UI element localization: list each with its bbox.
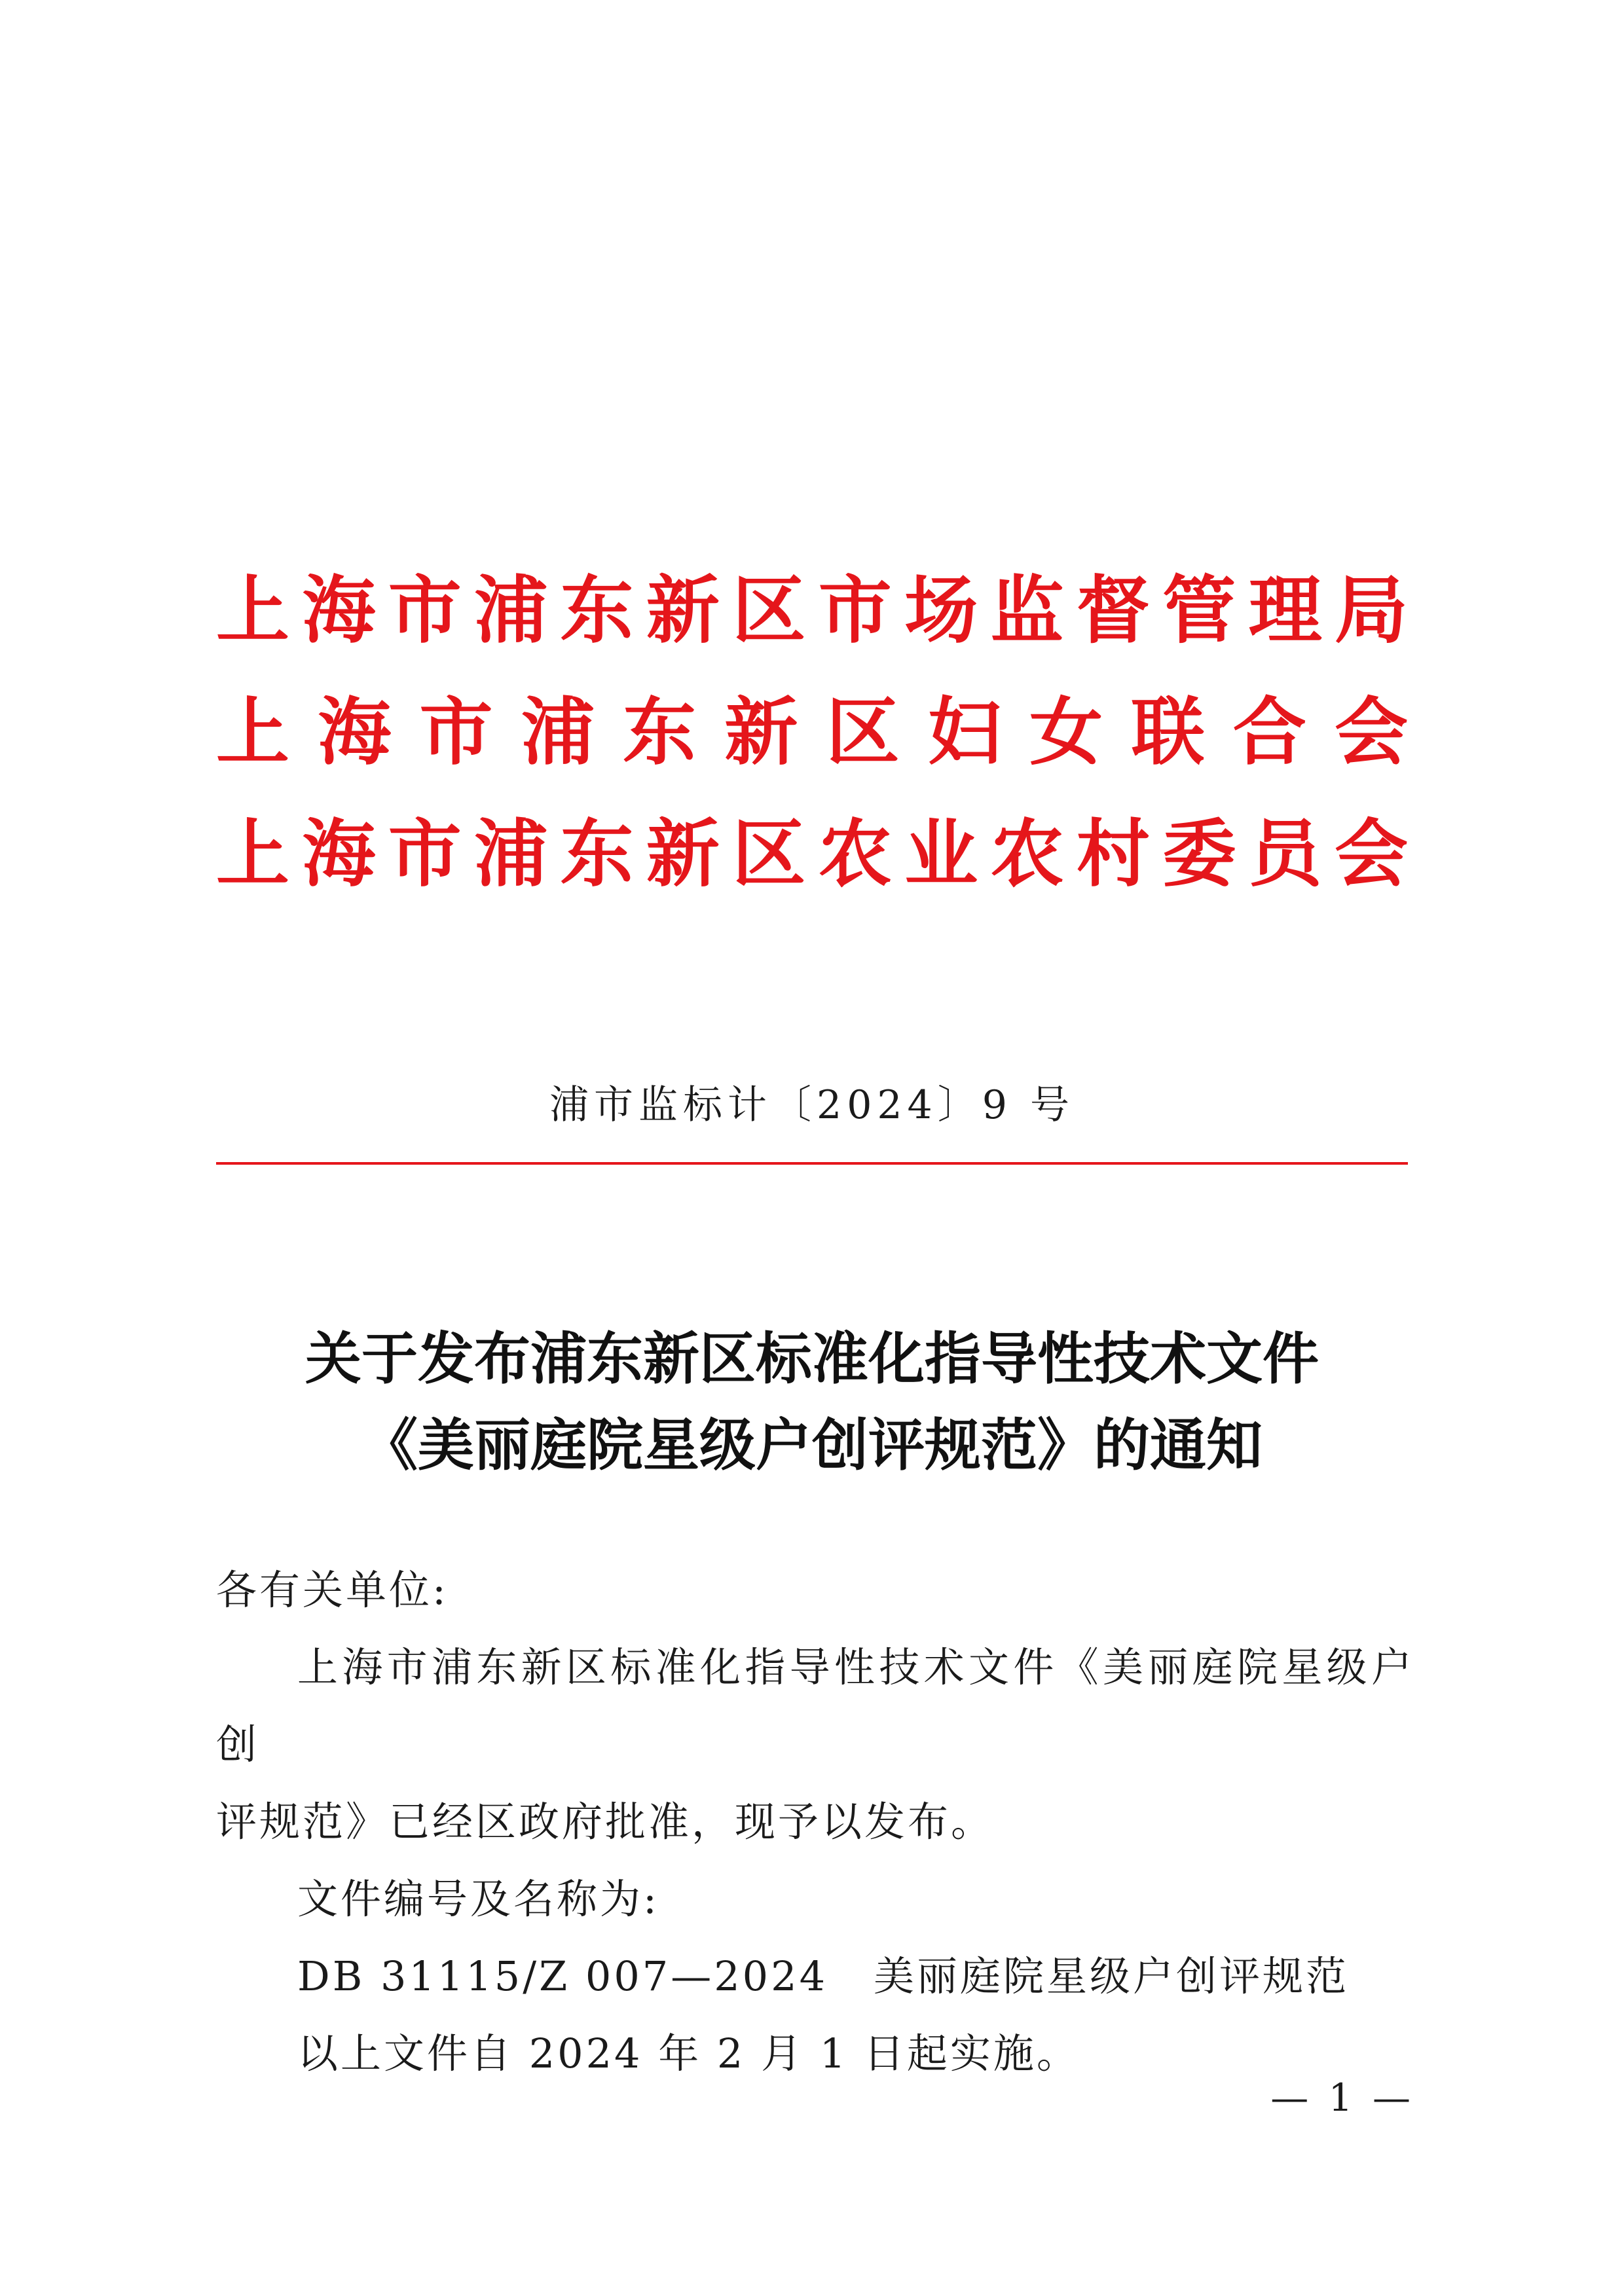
red-divider [216, 1162, 1408, 1165]
document-number: 浦市监标计〔2024〕9 号 [549, 1082, 1075, 1128]
notice-title-line-2: 《美丽庭院星级户创评规范》的通知 [361, 1413, 1263, 1478]
paragraph-file-intro: 文件编号及名称为: [297, 1875, 659, 1923]
issuer-womens-federation: 上海市浦东新区妇女联合会 [216, 690, 1408, 775]
notice-body [216, 1552, 1414, 2092]
paragraph-approval-line-2: 评规范》已经区政府批准，现予以发布。 [216, 1798, 995, 1846]
issuer-header [216, 550, 1408, 915]
issuer-market-supervision: 上海市浦东新区市场监督管理局 [216, 568, 1408, 653]
standard-code: DB 31115/Z 007—2024 [297, 1952, 828, 2000]
page-number: — 1 — [1270, 2075, 1414, 2120]
notice-title [0, 1316, 1624, 1489]
paragraph-effective-date: 以上文件自 2024 年 2 月 1 日起实施。 [297, 2030, 1080, 2077]
notice-title-line-1: 关于发布浦东新区标准化指导性技术文件 [305, 1326, 1319, 1392]
salutation: 各有关单位: [216, 1566, 449, 1614]
paragraph-approval-line-1: 上海市浦东新区标准化指导性技术文件《美丽庭院星级户创 [216, 1643, 1414, 1768]
standard-name: 美丽庭院星级户创评规范 [874, 1952, 1350, 2000]
standard-entry [216, 1938, 1414, 2015]
issuer-agriculture-committee: 上海市浦东新区农业农村委员会 [216, 812, 1408, 897]
